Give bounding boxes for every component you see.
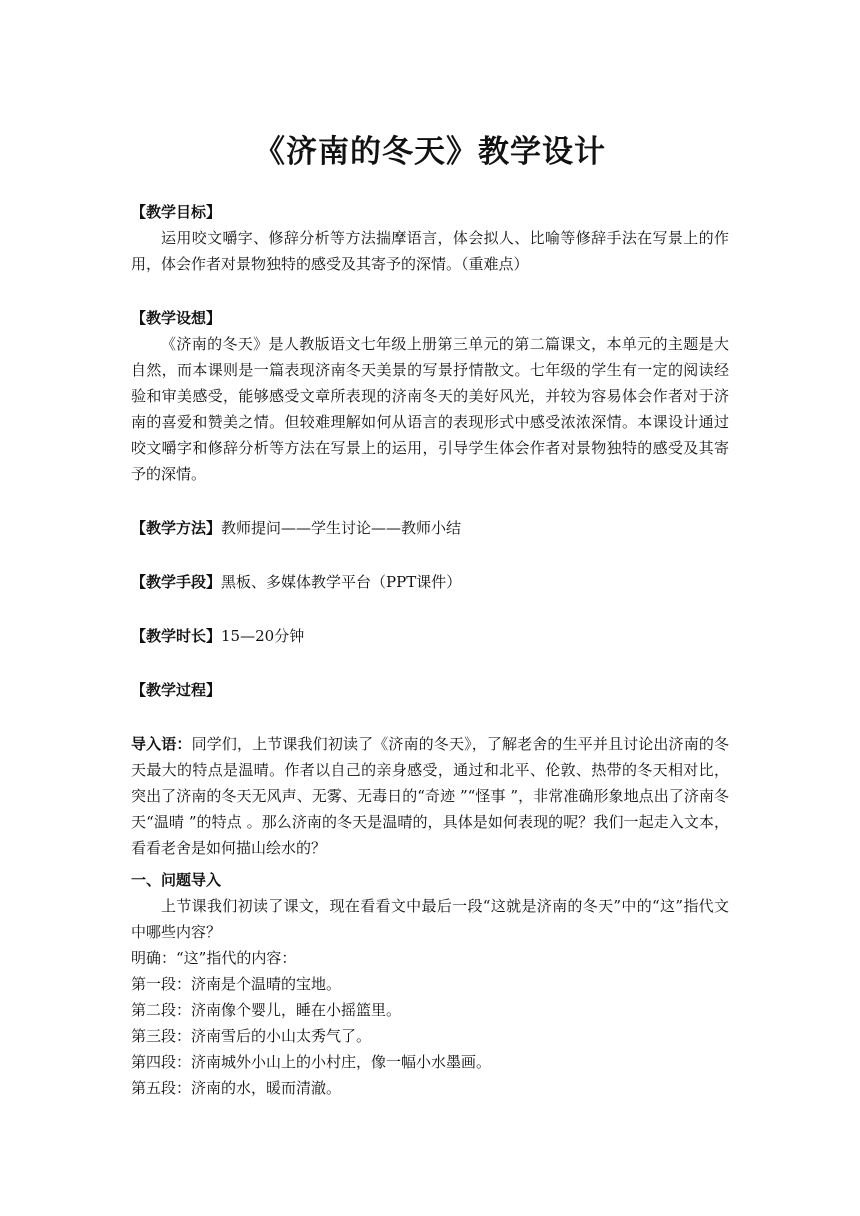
objectives-heading: 【教学目标】 — [131, 203, 222, 221]
design-text: 《济南的冬天》是人教版语文七年级上册第三单元的第二篇课文，本单元的主题是大自然，而本课则是一篇表现济南冬天美景的写景抒情散文。七年级的学生有一定的阅读经验和审美感受，能够感受文章所表现的济南冬天的美好风光，并较为容易体会作者对于济南的喜爱和赞美之情。但较难理解如何从语言的表现形式中感受浓浓深情。本课设计通过咬文嚼字和修辞分析等方法在写景上的运用，引导学生体会作者对景物独特的感受及其寄予的深情。 — [131, 335, 729, 483]
intro-paragraph — [131, 731, 729, 861]
duration-line — [131, 623, 729, 649]
duration-heading: 【教学时长】 — [131, 627, 222, 645]
document-title: 《济南的冬天》教学设计 — [254, 134, 606, 170]
spacer — [131, 595, 729, 623]
means-heading: 【教学手段】 — [131, 573, 222, 591]
list-item: 第二段：济南像个婴儿，睡在小摇篮里。 — [131, 1001, 402, 1019]
spacer — [131, 277, 729, 305]
list-item: 第四段：济南城外小山上的小村庄，像一幅小水墨画。 — [131, 1053, 492, 1071]
process-heading: 【教学过程】 — [131, 681, 222, 699]
design-heading: 【教学设想】 — [131, 309, 222, 327]
list-item: 第一段：济南是个温晴的宝地。 — [131, 975, 342, 993]
spacer — [131, 703, 729, 731]
spacer — [131, 487, 729, 515]
objectives-text: 运用咬文嚼字、修辞分析等方法揣摩语言，体会拟人、比喻等修辞手法在写景上的作用，体会作者对景物独特的感受及其寄予的深情。（重难点） — [131, 229, 729, 273]
document-body — [131, 199, 729, 1101]
intro-text: 同学们，上节课我们初读了《济南的冬天》，了解老舍的生平并且讨论出济南的冬天最大的特点是温晴。作者以自己的亲身感受，通过和北平、伦敦、热带的冬天相对比，突出了济南的冬天无风声、无雾、无毒日的“奇迹 ”“怪事 ”，非常准确形象地点出了济南冬天“温晴 ”的特点 。那么济南的冬天是温晴的，具体是如何表现的呢？我们一起走入文本，看看老舍是如何描山绘水的？ — [131, 735, 729, 857]
duration-text: 15—20分钟 — [221, 627, 305, 645]
section1-heading: 一、问题导入 — [131, 871, 222, 889]
method-line — [131, 515, 729, 541]
spacer — [131, 541, 729, 569]
means-text: 黑板、多媒体教学平台（PPT课件） — [221, 573, 462, 591]
means-line — [131, 569, 729, 595]
section1-answer-label: 明确：“这”指代的内容： — [131, 949, 297, 967]
list-item: 第五段：济南的水，暖而清澈。 — [131, 1079, 342, 1097]
intro-heading: 导入语： — [131, 735, 192, 753]
method-heading: 【教学方法】 — [131, 519, 222, 537]
method-text: 教师提问——学生讨论——教师小结 — [221, 519, 462, 537]
spacer — [131, 649, 729, 677]
section1-question: 上节课我们初读了课文，现在看看文中最后一段“这就是济南的冬天”中的“这”指代文中哪些内容？ — [131, 897, 729, 941]
list-item: 第三段：济南雪后的小山太秀气了。 — [131, 1027, 372, 1045]
